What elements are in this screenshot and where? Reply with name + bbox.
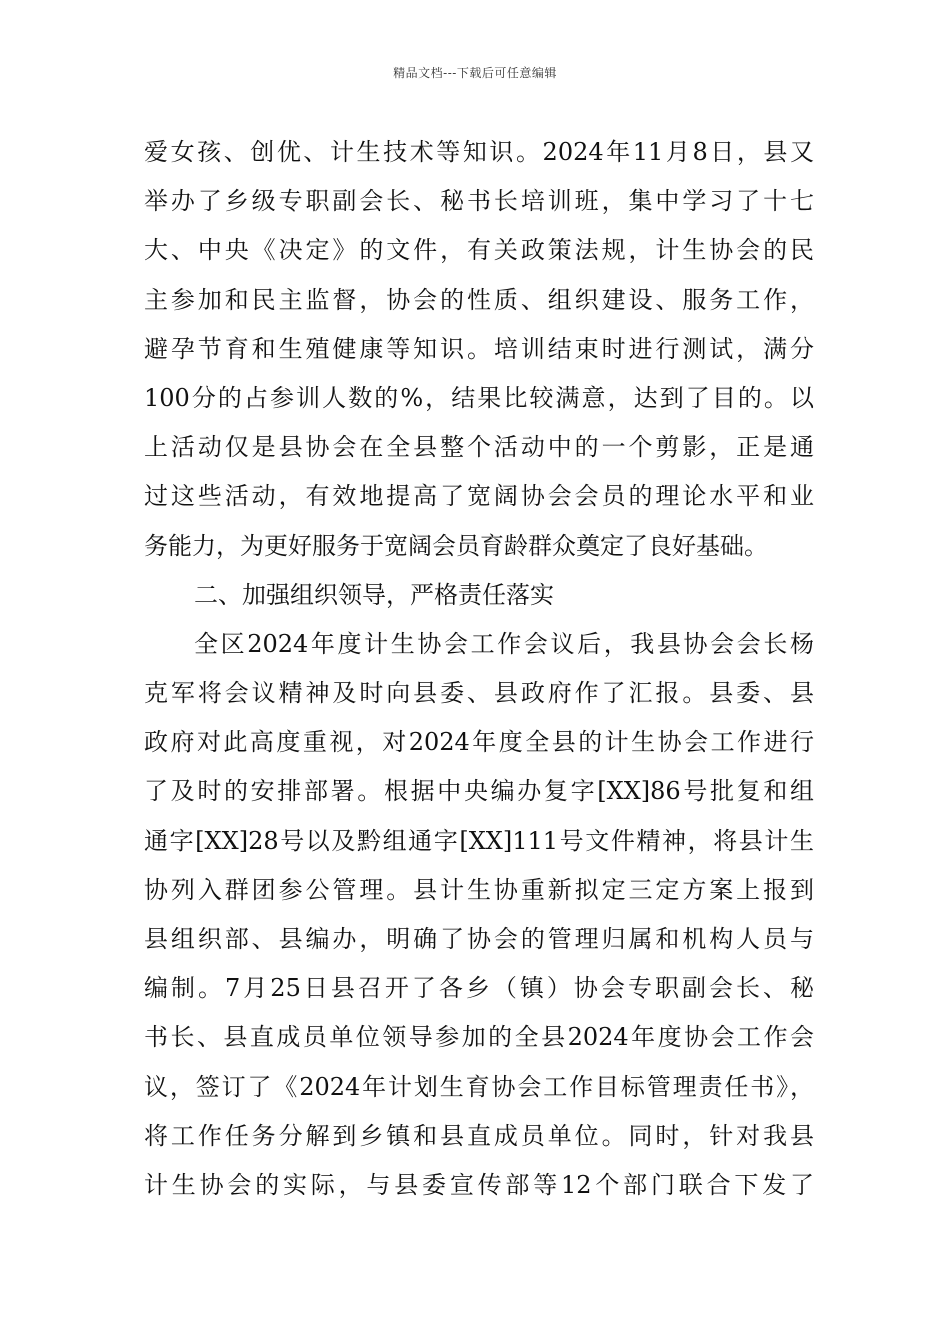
body-line: 协列入群团参公管理。县计生协重新拟定三定方案上报到 — [144, 875, 814, 904]
body-line: 爱女孩、创优、计生技术等知识。2024年11月8日，县又 — [144, 138, 814, 166]
body-line: 大、中央《决定》的文件，有关政策法规，计生协会的民 — [144, 236, 814, 265]
body-line: 政府对此高度重视，对2024年度全县的计生协会工作进行 — [144, 728, 814, 757]
body-line: 举办了乡级专职副会长、秘书长培训班，集中学习了十七 — [144, 187, 814, 216]
body-line: 县组织部、县编办，明确了协会的管理归属和机构人员与 — [144, 925, 814, 953]
body-line: 过这些活动，有效地提高了宽阔协会会员的理论水平和业 — [144, 482, 814, 511]
document-body — [144, 128, 814, 1210]
body-line: 主参加和民主监督，协会的性质、组织建设、服务工作， — [144, 285, 814, 314]
body-line: 了及时的安排部署。根据中央编办复字[XX]86号批复和组 — [144, 777, 814, 806]
body-line: 克军将会议精神及时向县委、县政府作了汇报。县委、县 — [144, 679, 814, 708]
body-line: 务能力，为更好服务于宽阔会员育龄群众奠定了良好基础。 — [144, 531, 768, 560]
body-line: 将工作任务分解到乡镇和县直成员单位。同时，针对我县 — [144, 1121, 814, 1150]
body-line: 100分的占参训人数的%，结果比较满意，达到了目的。以 — [144, 383, 814, 412]
body-line: 通字[XX]28号以及黔组通字[XX]111号文件精神，将县计生 — [144, 826, 814, 855]
body-line: 避孕节育和生殖健康等知识。培训结束时进行测试，满分 — [144, 334, 814, 363]
body-line: 计生协会的实际，与县委宣传部等12个部门联合下发了 — [144, 1170, 814, 1199]
body-line: 编制。7月25日县召开了各乡（镇）协会专职副会长、秘 — [144, 974, 814, 1003]
body-line: 议，签订了《2024年计划生育协会工作目标管理责任书》， — [144, 1072, 814, 1101]
body-line: 上活动仅是县协会在全县整个活动中的一个剪影，正是通 — [144, 433, 814, 462]
body-line: 书长、县直成员单位领导参加的全县2024年度协会工作会 — [144, 1023, 814, 1052]
section-heading: 二、加强组织领导，严格责任落实 — [194, 580, 554, 609]
body-line: 全区2024年度计生协会工作会议后，我县协会会长杨 — [194, 629, 814, 658]
page-header: 精品文档---下载后可任意编辑 — [393, 66, 557, 80]
